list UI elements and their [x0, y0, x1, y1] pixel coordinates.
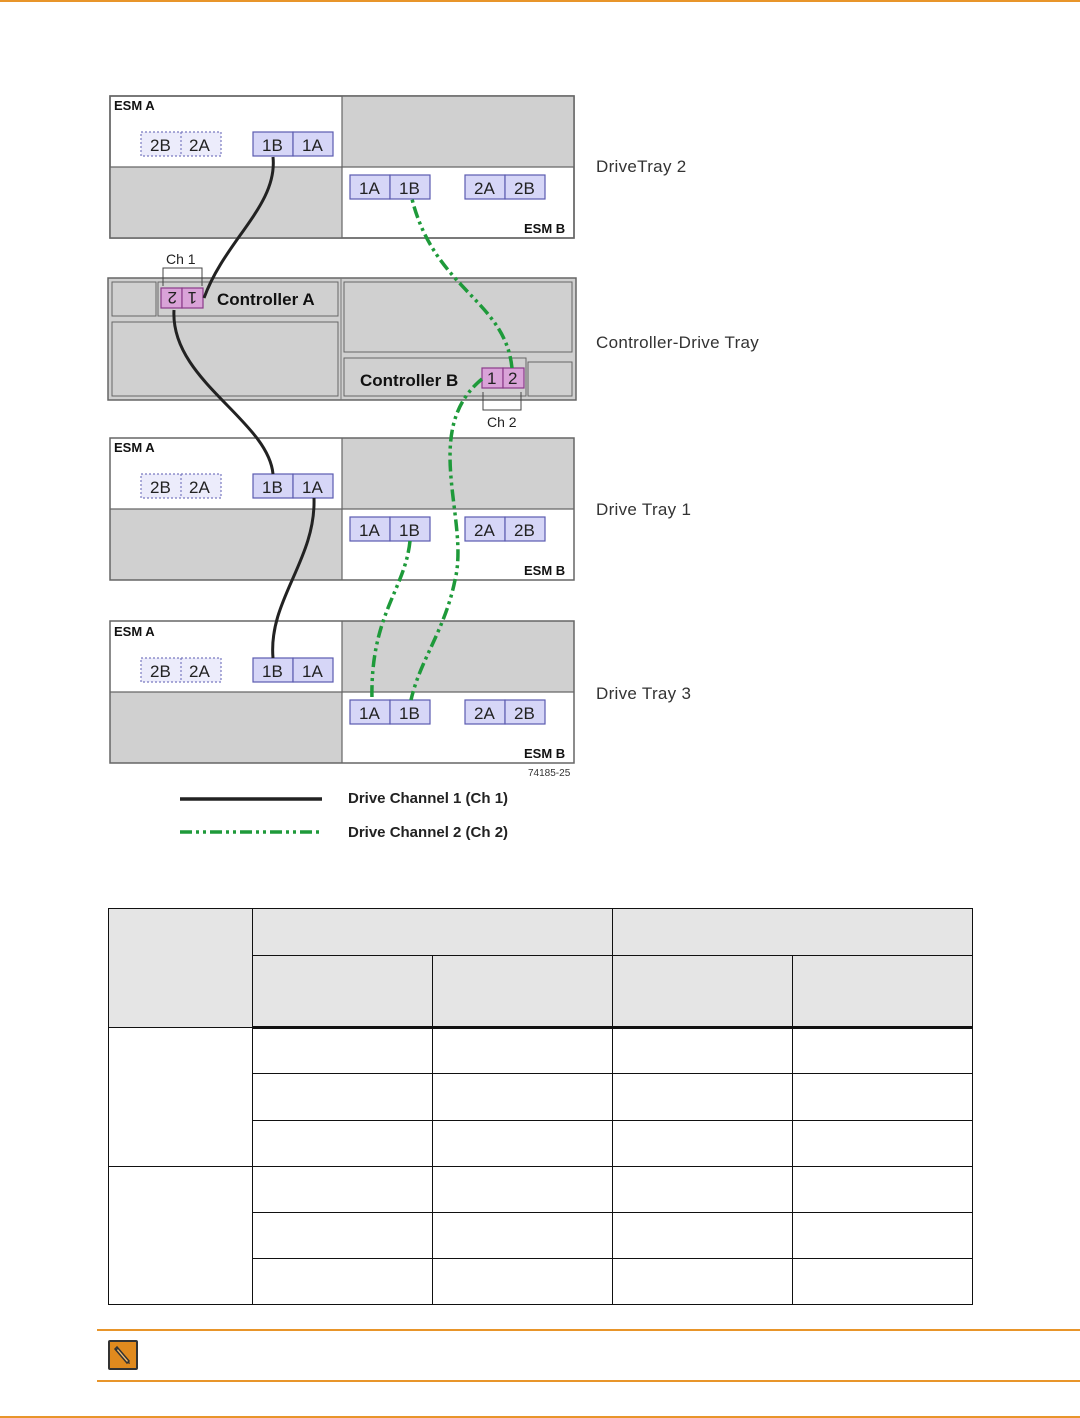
port-2b: 2B [150, 662, 171, 681]
port-2a: 2A [474, 521, 495, 540]
legend-ch2-label: Drive Channel 2 (Ch 2) [348, 824, 509, 841]
ch1-label: Ch 1 [166, 251, 196, 267]
table-header-cell [613, 909, 973, 956]
esm-b-label: ESM B [524, 563, 566, 578]
tray-label-drive-tray-3: Drive Tray 3 [596, 684, 692, 703]
table-cell [253, 1120, 433, 1166]
table-row [109, 1166, 973, 1212]
port-2b: 2B [150, 136, 171, 155]
port-2a: 2A [189, 662, 210, 681]
tray-label-controller-drive-tray: Controller-Drive Tray [596, 333, 760, 352]
controller-a-label: Controller A [217, 290, 315, 309]
drive-tray-2 [110, 96, 574, 238]
port-1a: 1A [302, 662, 323, 681]
ctl-b-port-1: 1 [487, 369, 497, 388]
port-1b: 1B [399, 179, 420, 198]
table-cell [613, 1212, 793, 1258]
table-cell [793, 1166, 973, 1212]
legend [180, 790, 508, 841]
table-group-cell [109, 1166, 253, 1304]
port-1b: 1B [262, 662, 283, 681]
controller-b-label: Controller B [360, 371, 459, 390]
table-header-cell [253, 956, 433, 1028]
drive-tray-3 [110, 621, 574, 763]
ctl-a-port-2: 2 [167, 288, 177, 307]
table-cell [253, 1258, 433, 1304]
table-cell [433, 1258, 613, 1304]
table-header-cell [433, 956, 613, 1028]
table-header-cell [793, 956, 973, 1028]
tray-label-drivetray-2: DriveTray 2 [596, 157, 687, 176]
esm-b-label: ESM B [524, 746, 566, 761]
note-rule-top [97, 1329, 1080, 1331]
table-cell [793, 1212, 973, 1258]
port-2b: 2B [150, 478, 171, 497]
table-cell [253, 1028, 433, 1074]
port-2a: 2A [189, 136, 210, 155]
esm-a-label: ESM A [114, 624, 155, 639]
table-cell [793, 1074, 973, 1120]
table-cell [433, 1120, 613, 1166]
table-cell [253, 1074, 433, 1120]
table-row [109, 1028, 973, 1074]
table-cell [433, 1028, 613, 1074]
port-2b: 2B [514, 179, 535, 198]
table-header-row [109, 909, 973, 956]
port-1b: 1B [399, 704, 420, 723]
table-header-cell [253, 909, 613, 956]
port-2b: 2B [514, 704, 535, 723]
table-cell [793, 1258, 973, 1304]
port-1b: 1B [262, 136, 283, 155]
port-2a: 2A [474, 179, 495, 198]
cabling-table [108, 908, 973, 1305]
table-cell [433, 1212, 613, 1258]
table-cell [433, 1166, 613, 1212]
port-2a: 2A [189, 478, 210, 497]
legend-ch1-label: Drive Channel 1 (Ch 1) [348, 790, 509, 807]
port-1a: 1A [302, 136, 323, 155]
table-group-cell [109, 1028, 253, 1166]
table-cell [433, 1074, 613, 1120]
note-rule-bottom [97, 1380, 1080, 1382]
esm-b-label: ESM B [524, 221, 566, 236]
tray-label-drive-tray-1: Drive Tray 1 [596, 500, 692, 519]
note-pencil-icon [108, 1340, 138, 1370]
port-1a: 1A [359, 704, 380, 723]
table-header-cell [109, 909, 253, 1028]
table-cell [613, 1028, 793, 1074]
table-cell [613, 1120, 793, 1166]
esm-a-label: ESM A [114, 440, 155, 455]
port-2a: 2A [474, 704, 495, 723]
table-cell [613, 1258, 793, 1304]
table-cell [793, 1028, 973, 1074]
table-cell [793, 1120, 973, 1166]
table-cell [613, 1166, 793, 1212]
port-2b: 2B [514, 521, 535, 540]
ctl-a-port-1: 1 [187, 288, 197, 307]
port-1b: 1B [399, 521, 420, 540]
ctl-b-port-2: 2 [508, 369, 518, 388]
port-1a: 1A [302, 478, 323, 497]
port-1a: 1A [359, 179, 380, 198]
port-1b: 1B [262, 478, 283, 497]
table-header-cell [613, 956, 793, 1028]
table-cell [253, 1212, 433, 1258]
figure-id: 74185-25 [528, 768, 571, 779]
drive-tray-1 [110, 438, 574, 580]
table-cell [253, 1166, 433, 1212]
esm-a-label: ESM A [114, 98, 155, 113]
port-1a: 1A [359, 521, 380, 540]
table-cell [613, 1074, 793, 1120]
ch2-label: Ch 2 [487, 414, 517, 430]
